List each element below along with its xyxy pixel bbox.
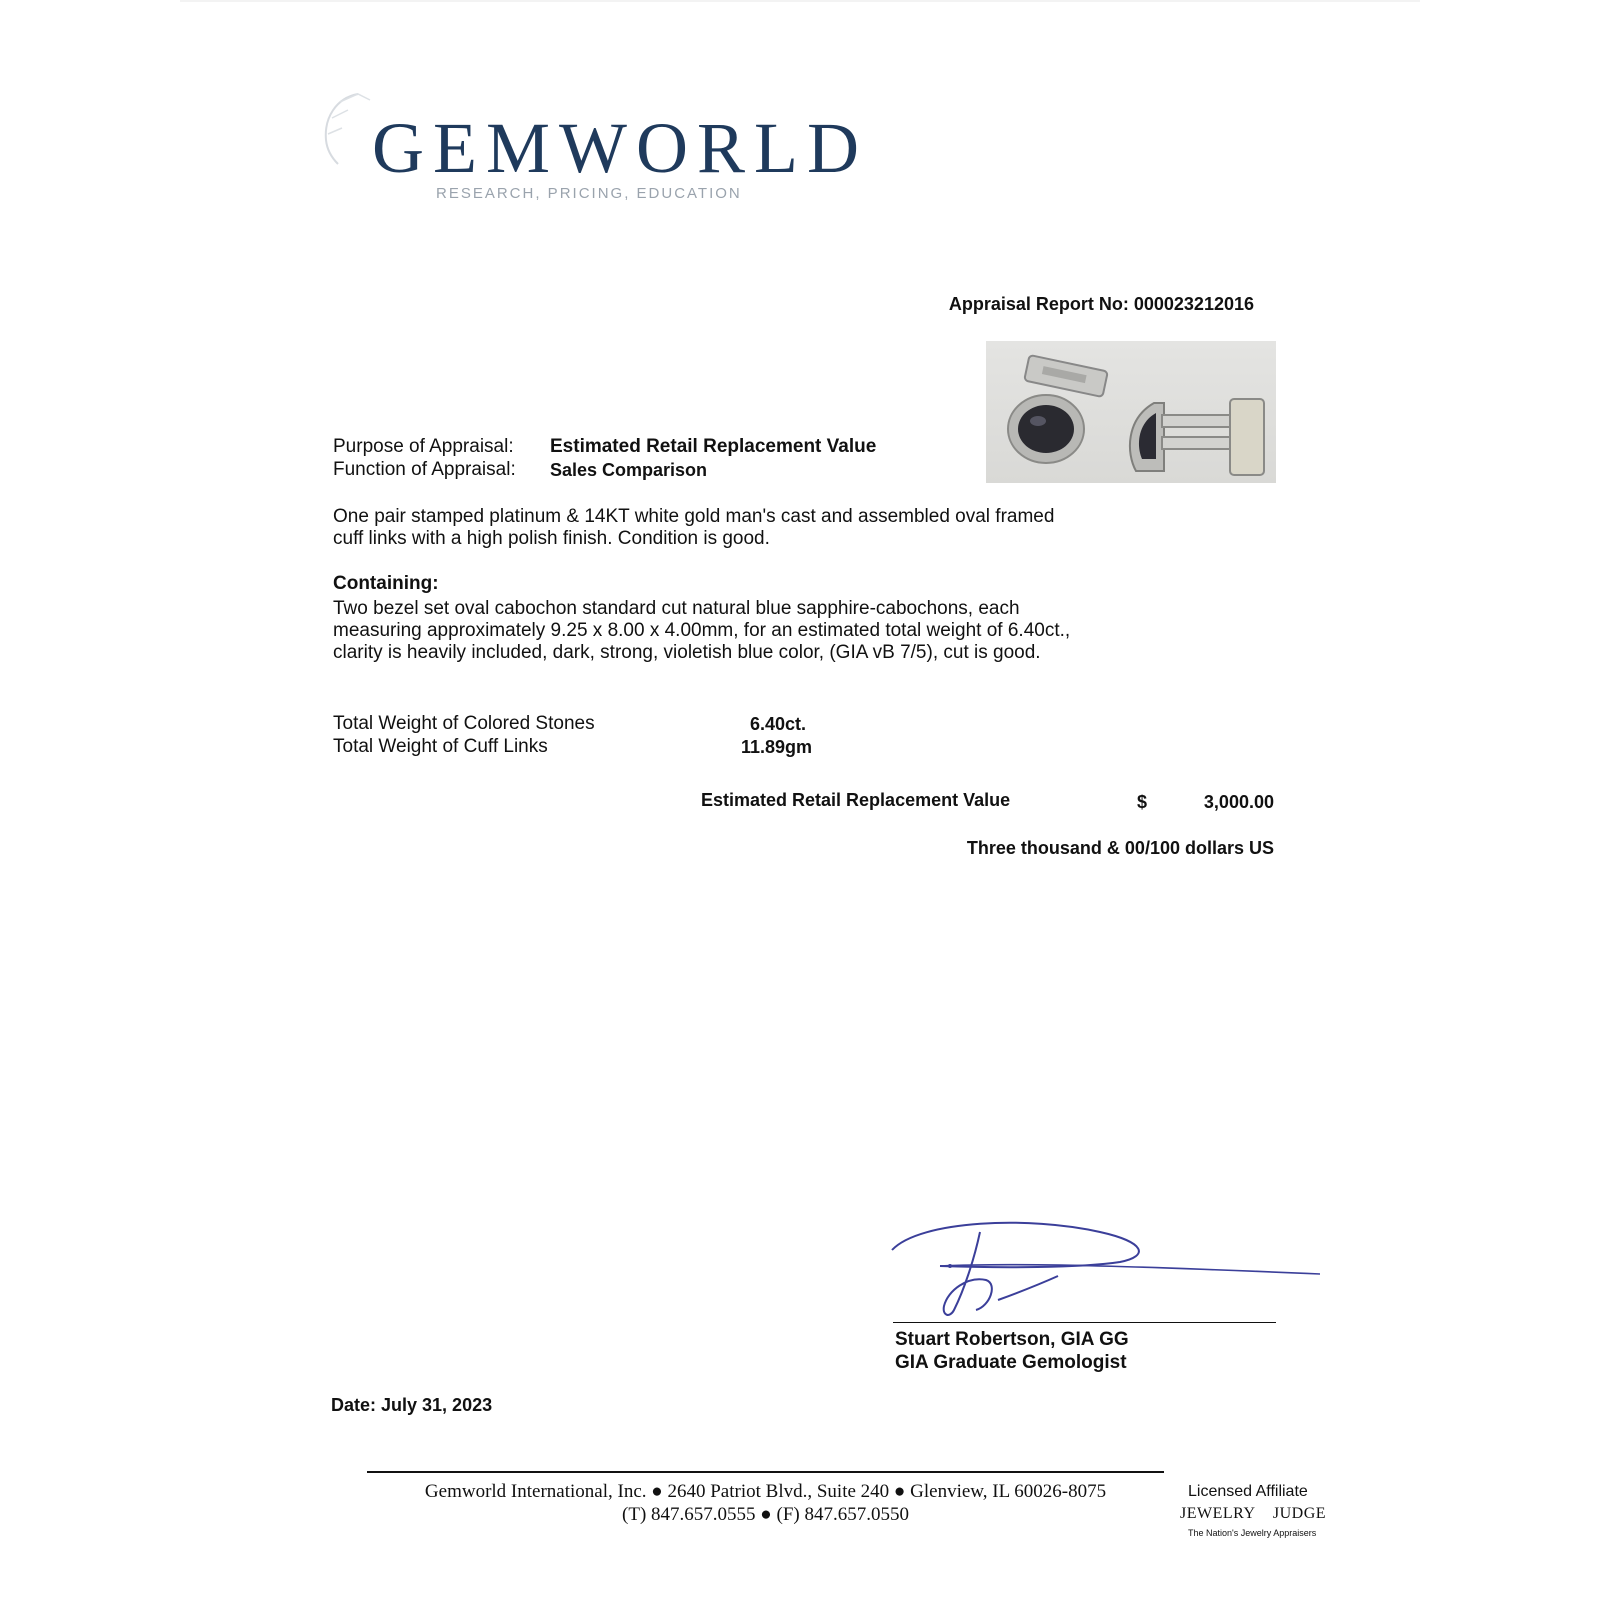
footer-address: Gemworld International, Inc. ● 2640 Patriot Blvd., Suite 240 ● Glenview, IL 60026-8075 [424,1481,1107,1502]
top-rule [180,0,1420,2]
containing-text [333,598,1133,664]
containing-line: measuring approximately 9.25 x 8.00 x 4.00mm, for an estimated total weight of 6.40ct., [333,620,1071,641]
signer-title: GIA Graduate Gemologist [895,1352,1127,1373]
report-date: Date: July 31, 2023 [331,1395,493,1415]
stones-weight-value: 6.40ct. [750,714,807,734]
function-value: Sales Comparison [550,460,708,480]
purpose-label: Purpose of Appraisal: [333,436,514,457]
logo-wordmark: GEMWORLD [372,108,868,188]
affiliate-tagline: The Nation's Jewelry Appraisers [1188,1528,1317,1538]
value-amount: 3,000.00 [1203,792,1274,812]
logo-tagline: RESEARCH, PRICING, EDUCATION [436,185,742,202]
containing-heading: Containing: [333,573,439,594]
description-line: One pair stamped platinum & 14KT white gold man's cast and assembled oval framed [333,506,1055,527]
function-label: Function of Appraisal: [333,459,516,480]
stones-weight-label: Total Weight of Colored Stones [333,713,595,734]
value-currency: $ [1137,792,1148,812]
signer-name: Stuart Robertson, GIA GG [895,1329,1129,1350]
purpose-value: Estimated Retail Replacement Value [550,436,877,457]
report-number: Appraisal Report No: 000023212016 [948,294,1254,314]
links-weight-value: 11.89gm [741,737,813,757]
affiliate-logo: JEWELRY JUDGE [1180,1505,1327,1522]
value-label: Estimated Retail Replacement Value [701,790,1011,810]
footer-phones: (T) 847.657.0555 ● (F) 847.657.0550 [622,1504,909,1525]
containing-line: clarity is heavily included, dark, strong, violetish blue color, (GIA vB 7/5), cut is good. [333,642,1041,663]
affiliate-label: Licensed Affiliate [1188,1483,1308,1500]
description-text [333,506,1133,550]
containing-line: Two bezel set oval cabochon standard cut natural blue sapphire-cabochons, each [333,598,1020,619]
cufflinks-photo [986,341,1276,483]
footer-rule [367,1471,1164,1473]
signature-line [893,1322,1276,1323]
value-in-words: Three thousand & 00/100 dollars US [966,838,1274,858]
links-weight-label: Total Weight of Cuff Links [333,736,548,757]
description-line: cuff links with a high polish finish. Condition is good. [333,528,770,549]
signature-icon [880,1210,1330,1335]
